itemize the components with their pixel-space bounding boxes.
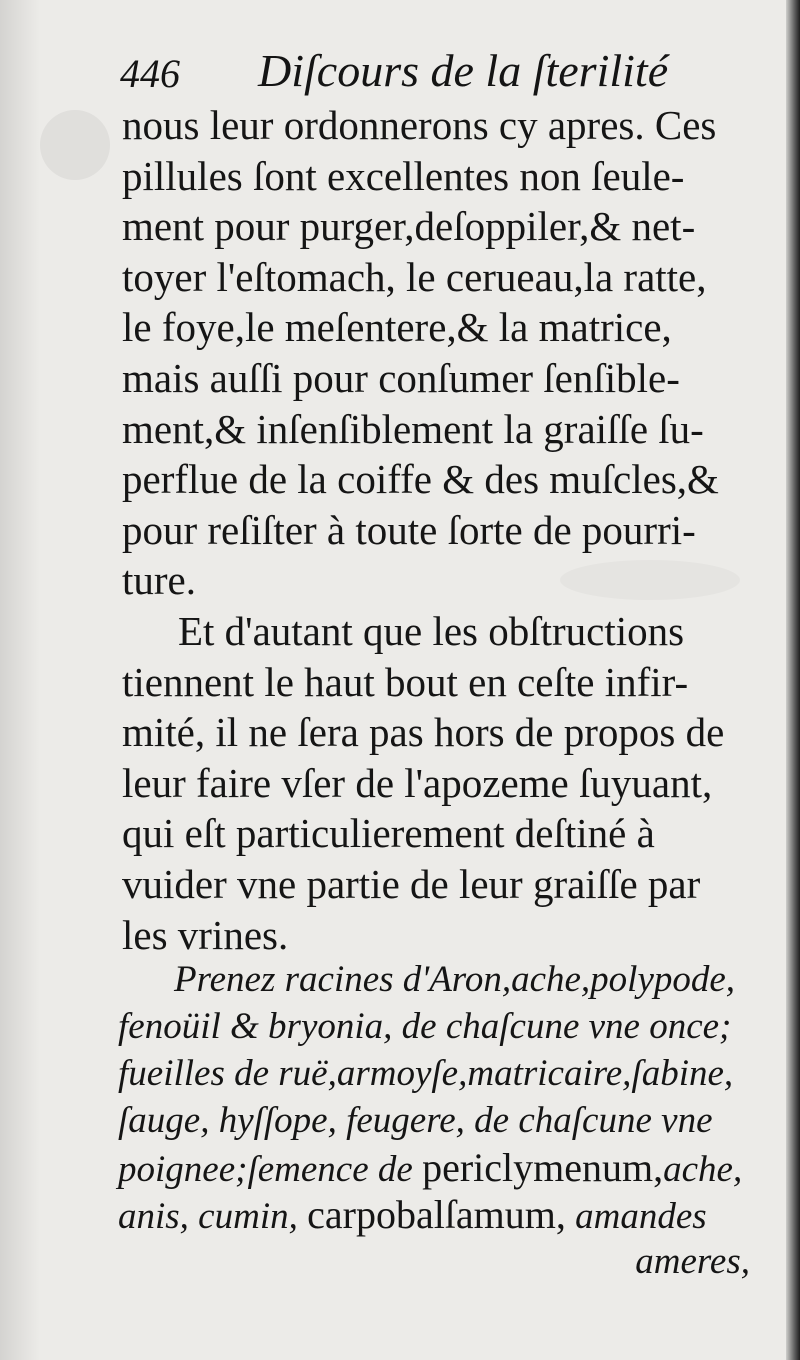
page-edge [786, 0, 800, 1360]
recipe-line: ſauge, hyſſope, feugere, de chaſcune vne [118, 1100, 713, 1141]
page-gutter-shadow [0, 0, 40, 1360]
page-header [120, 40, 680, 100]
text-line: Et d'autant que les obſtructions [178, 607, 685, 654]
recipe-fragment-roman: carpobalſamum, [307, 1192, 566, 1237]
text-line: ment pour purger,deſoppiler,& net- [122, 203, 696, 250]
text-line: pour reſiſter à toute ſorte de pourri- [122, 506, 696, 553]
text-line: tiennent le haut bout en ceſte infir- [122, 658, 689, 705]
text-line: qui eſt particulierement deſtiné à [122, 810, 655, 857]
recipe-fragment-roman: periclymenum, [422, 1145, 664, 1190]
page-number: 446 [120, 51, 180, 96]
recipe-line: fenoüil & bryonia, de chaſcune vne once; [118, 1006, 732, 1047]
recipe-block [118, 956, 758, 1285]
running-head: Diſcours de la ſterilité [258, 45, 669, 96]
text-line: ture. [122, 557, 196, 604]
text-line: pillules ſont excellentes non ſeule- [122, 152, 685, 199]
text-line: mité, il ne ſera pas hors de propos de [122, 709, 725, 756]
recipe-fragment: amandes [565, 1196, 707, 1237]
text-line: toyer l'eſtomach, le cerueau,la ratte, [122, 253, 707, 300]
recipe-fragment: poignee;ſemence de [118, 1149, 423, 1190]
text-line: vuider vne partie de leur graiſſe par [122, 860, 701, 907]
paper-stain [40, 110, 110, 180]
catchword: ameres, [635, 1241, 750, 1282]
text-line: le foye,le meſentere,& la matrice, [122, 304, 672, 351]
recipe-fragment: anis, cumin, [118, 1196, 308, 1237]
body-text [122, 100, 752, 960]
text-line: nous leur ordonnerons cy apres. Ces [122, 102, 717, 148]
recipe-fragment: ache, [663, 1149, 743, 1190]
recipe-line [118, 1191, 758, 1238]
recipe-line [118, 1144, 758, 1191]
recipe-line: fueilles de ruë,armoyſe,matricaire,ſabine, [118, 1053, 734, 1094]
text-line: perflue de la coiffe & des muſcles,& [122, 456, 719, 503]
text-line: leur faire vſer de l'apozeme ſuyuant, [122, 759, 713, 806]
text-line: mais auſſi pour conſumer ſenſible- [122, 354, 680, 401]
recipe-line: Prenez racines d'Aron,ache,polypode, [174, 959, 736, 1000]
text-line: ment,& inſenſiblement la graiſſe ſu- [122, 405, 704, 452]
text-line: les vrines. [122, 911, 289, 958]
